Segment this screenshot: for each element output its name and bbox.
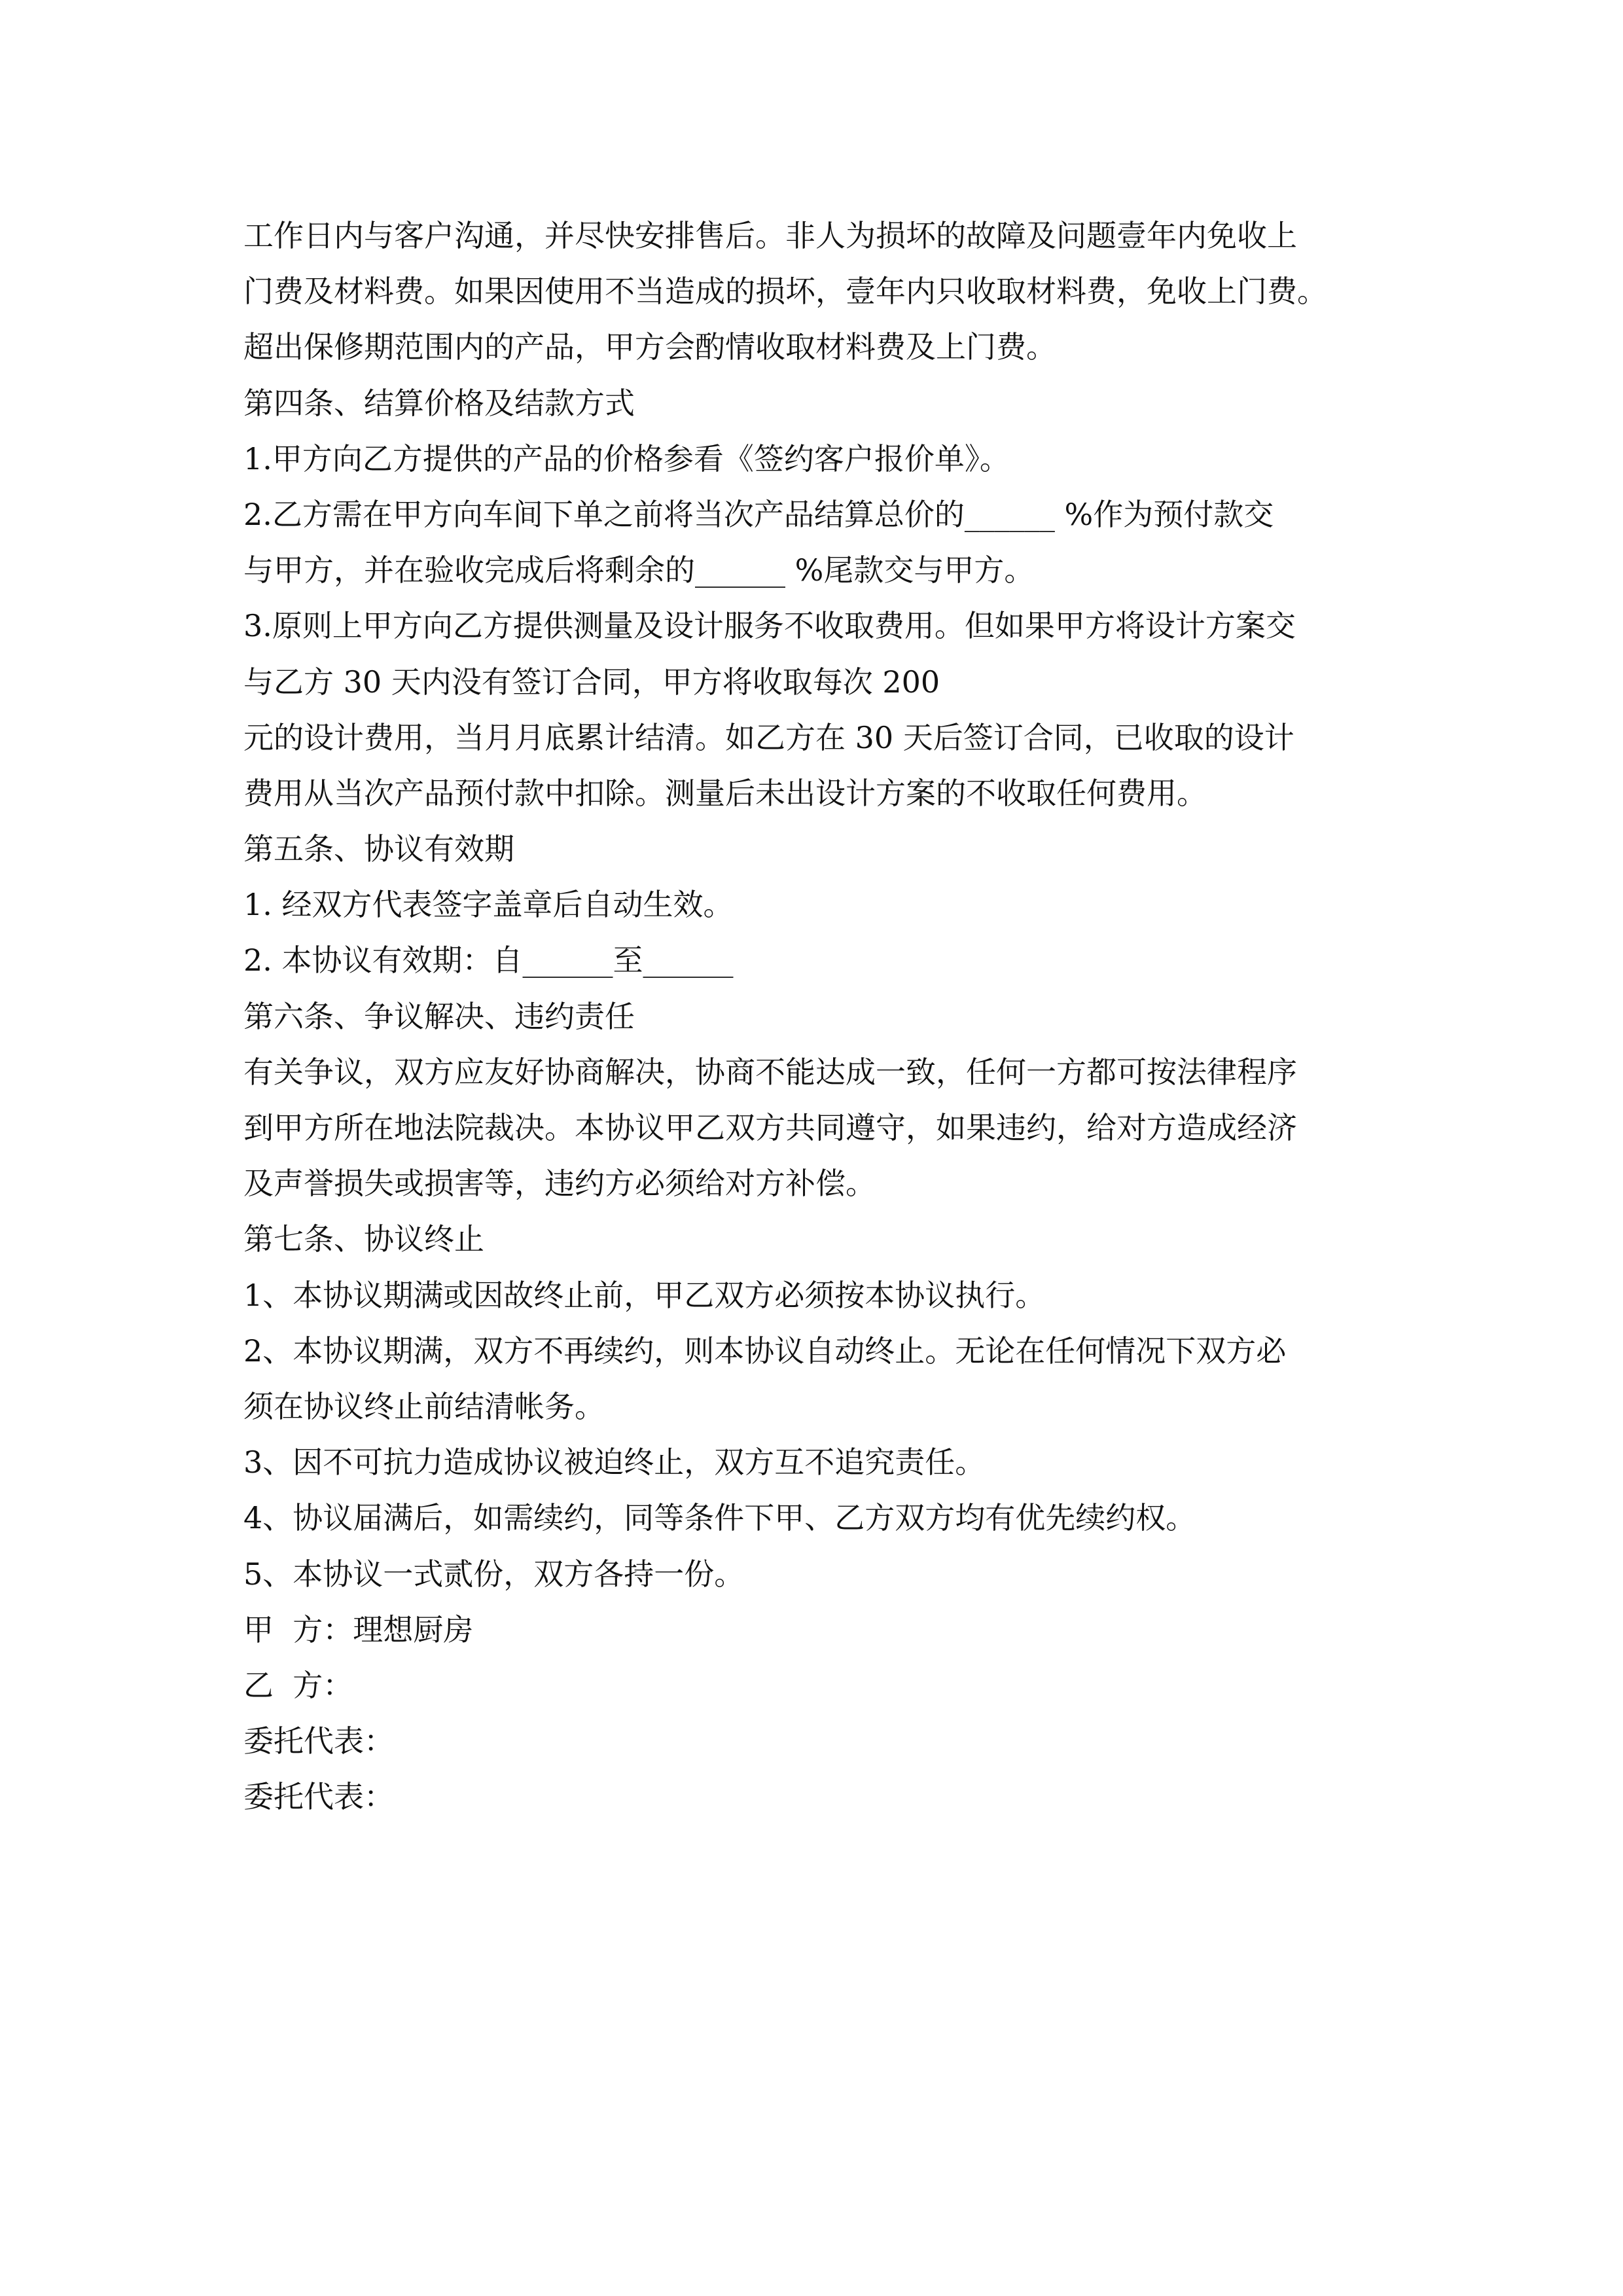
party-a-line: 甲 方：理想厨房 bbox=[243, 1611, 474, 1647]
section-heading: 第七条、协议终止 bbox=[243, 1221, 484, 1257]
text-line: 门费及材料费。如果因使用不当造成的损坏，壹年内只收取材料费，免收上门费。 bbox=[243, 274, 1327, 310]
clause-item: 5、本协议一式贰份，双方各持一份。 bbox=[243, 1556, 745, 1592]
text-line: 工作日内与客户沟通，并尽快安排售后。非人为损坏的故障及问题壹年内免收上 bbox=[243, 218, 1297, 253]
text-line: 及声誉损失或损害等，违约方必须给对方补偿。 bbox=[243, 1166, 876, 1202]
text-line: 元的设计费用，当月月底累计结清。如乙方在 30 天后签订合同，已收取的设计 bbox=[243, 719, 1294, 755]
clause-item: 1.甲方向乙方提供的产品的价格参看《签约客户报价单》。 bbox=[243, 440, 1010, 476]
clause-item: 3、因不可抗力造成协议被迫终止，双方互不追究责任。 bbox=[243, 1444, 986, 1480]
clause-item: 2. 本协议有效期：自______至______ bbox=[243, 942, 734, 978]
representative-line: 委托代表： bbox=[243, 1779, 394, 1815]
text-line: 有关争议，双方应友好协商解决，协商不能达成一致，任何一方都可按法律程序 bbox=[243, 1054, 1297, 1090]
text-line: 超出保修期范围内的产品，甲方会酌情收取材料费及上门费。 bbox=[243, 329, 1056, 365]
section-heading: 第六条、争议解决、违约责任 bbox=[243, 998, 635, 1034]
text-line: 到甲方所在地法院裁决。本协议甲乙双方共同遵守，如果违约，给对方造成经济 bbox=[243, 1110, 1297, 1145]
clause-item: 2、本协议期满，双方不再续约，则本协议自动终止。无论在任何情况下双方必 bbox=[243, 1333, 1287, 1369]
text-line: 与乙方 30 天内没有签订合同，甲方将收取每次 200 bbox=[243, 664, 940, 700]
party-b-line: 乙 方： bbox=[243, 1667, 353, 1703]
representative-line: 委托代表： bbox=[243, 1723, 394, 1759]
section-heading: 第五条、协议有效期 bbox=[243, 831, 514, 867]
clause-item: 3.原则上甲方向乙方提供测量及设计服务不收取费用。但如果甲方将设计方案交 bbox=[243, 608, 1296, 644]
clause-item: 1、本协议期满或因故终止前，甲乙双方必须按本协议执行。 bbox=[243, 1277, 1046, 1313]
document-body bbox=[243, 208, 1395, 1825]
section-heading: 第四条、结算价格及结款方式 bbox=[243, 385, 635, 421]
clause-item: 1. 经双方代表签字盖章后自动生效。 bbox=[243, 887, 734, 923]
text-line: 与甲方，并在验收完成后将剩余的______ %尾款交与甲方。 bbox=[243, 552, 1035, 588]
clause-item: 2.乙方需在甲方向车间下单之前将当次产品结算总价的______ %作为预付款交 bbox=[243, 496, 1274, 532]
text-line: 费用从当次产品预付款中扣除。测量后未出设计方案的不收取任何费用。 bbox=[243, 775, 1207, 811]
text-line: 须在协议终止前结清帐务。 bbox=[243, 1388, 605, 1424]
clause-item: 4、协议届满后，如需续约，同等条件下甲、乙方双方均有优先续约权。 bbox=[243, 1500, 1196, 1536]
